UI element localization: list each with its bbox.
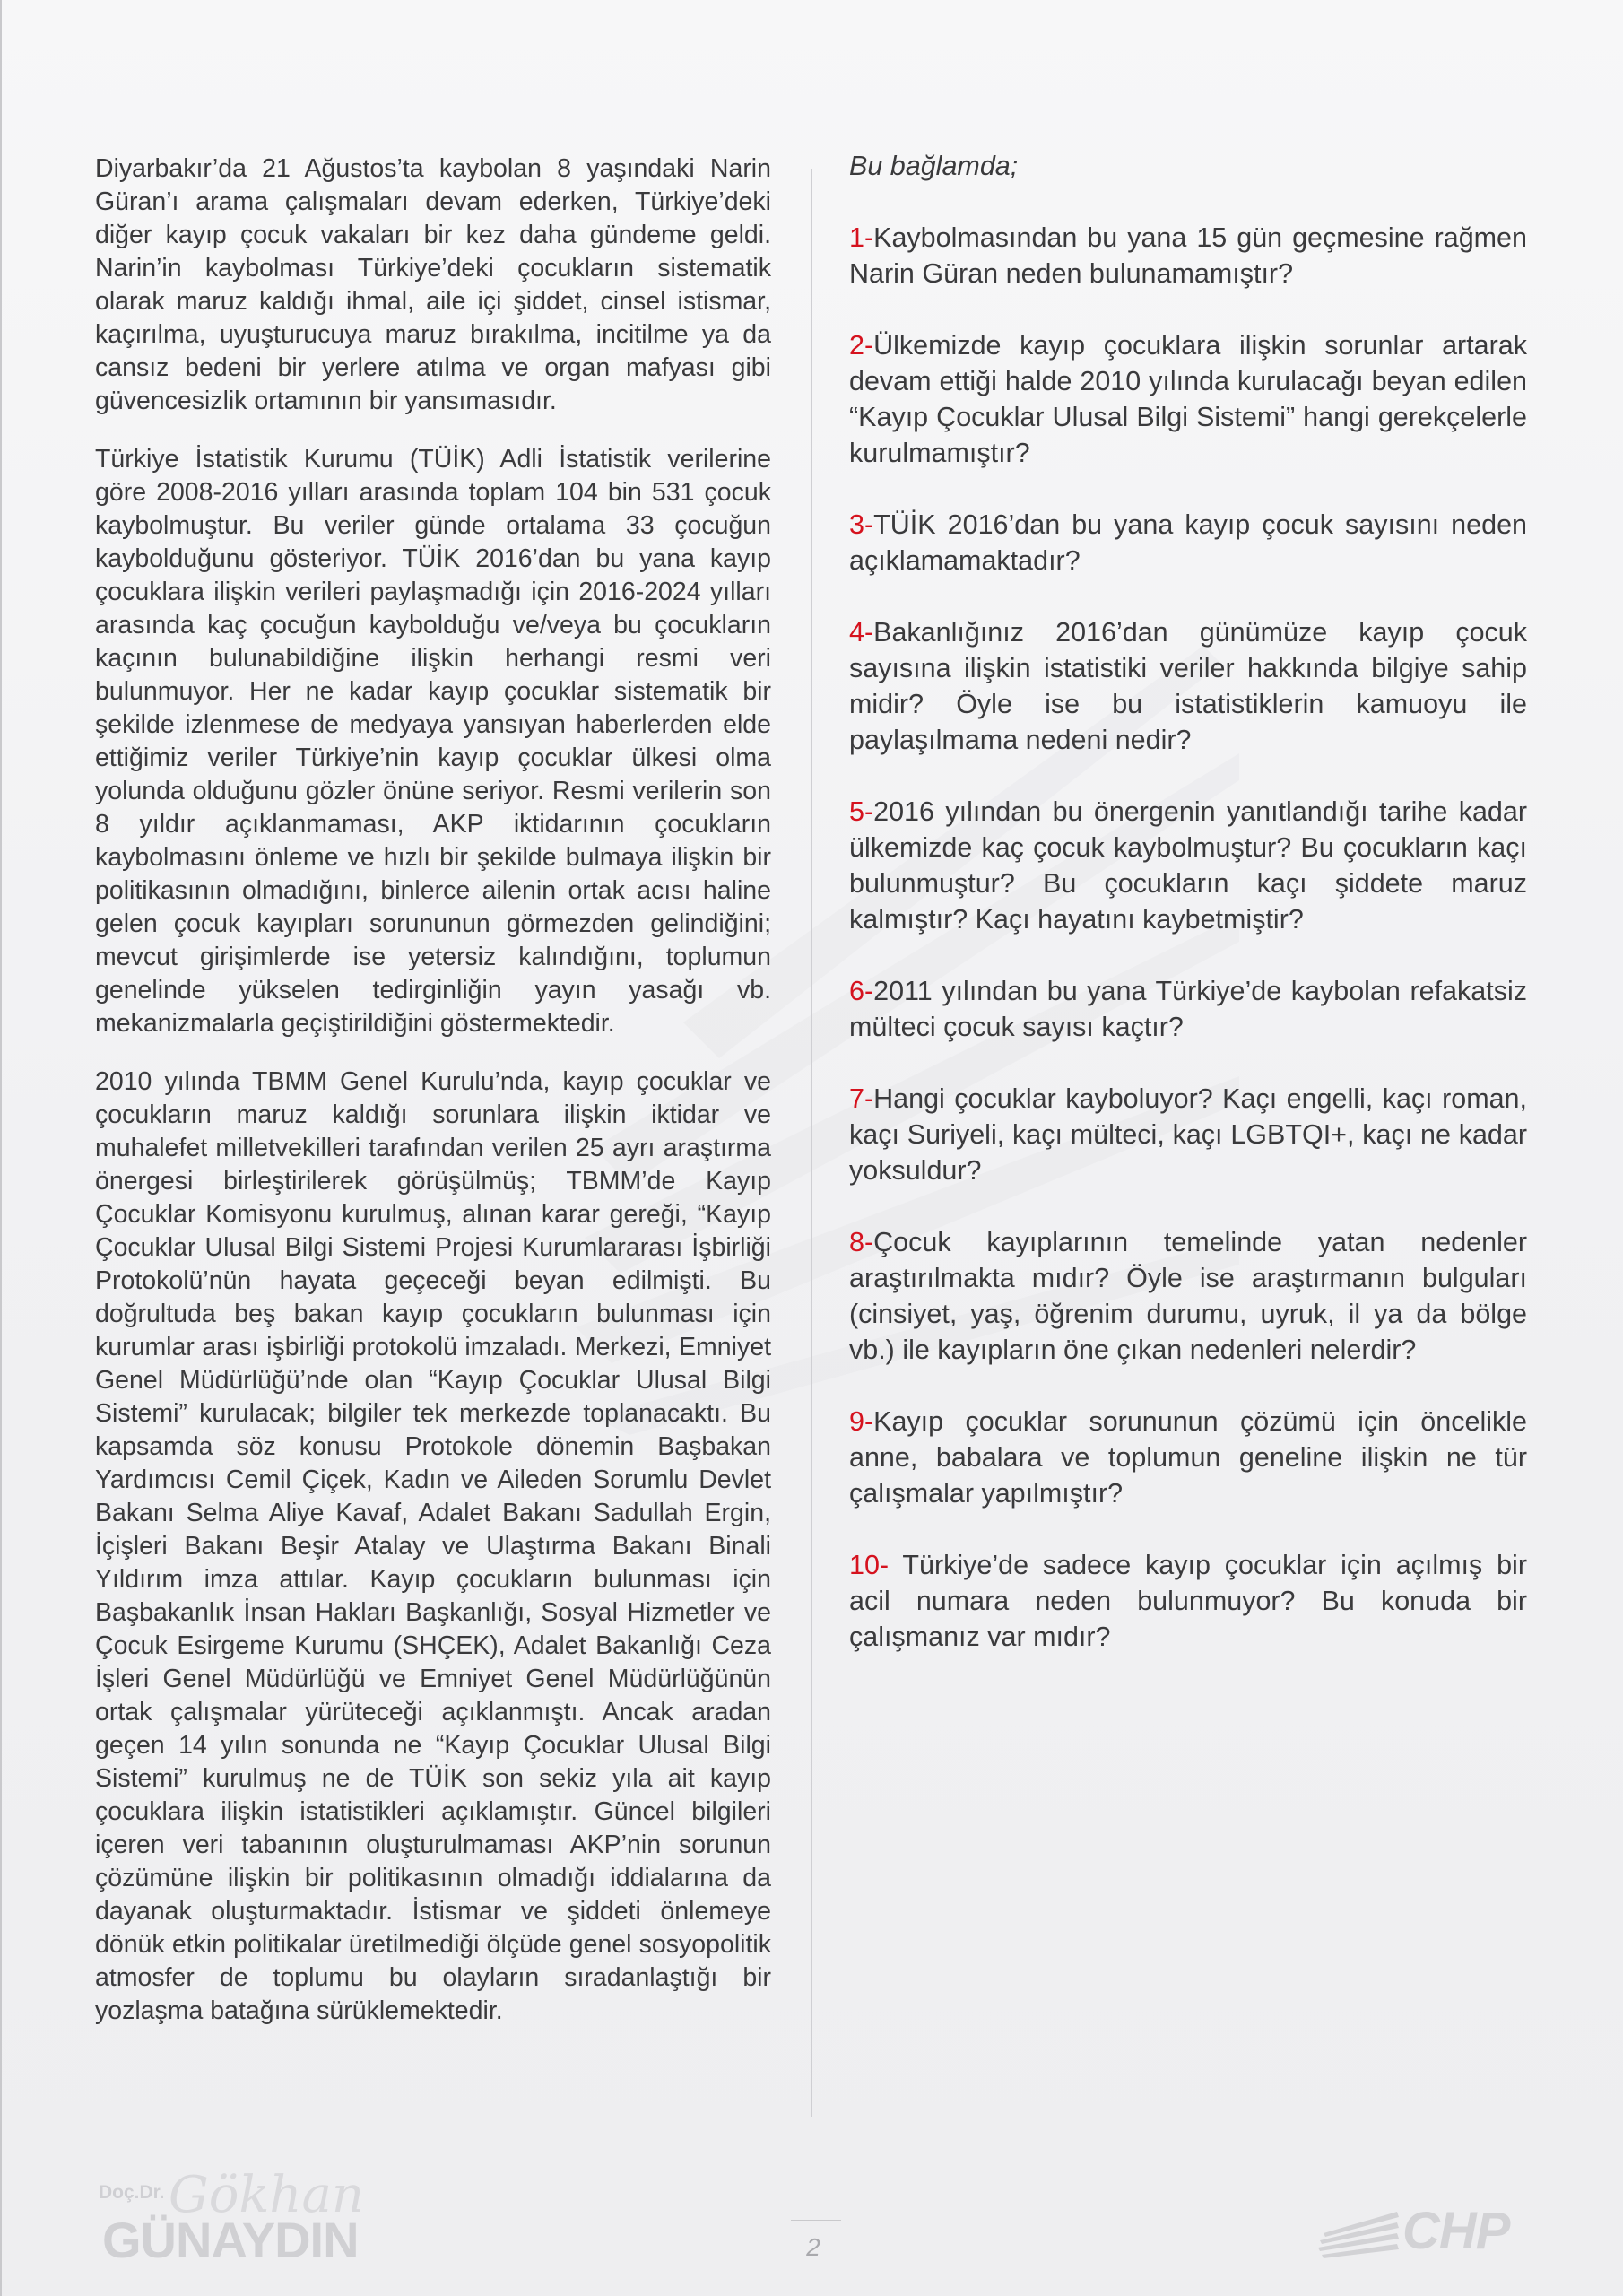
question-number: 6- [849, 976, 874, 1006]
question-item [849, 973, 1527, 1045]
question-text: Hangi çocuklar kayboluyor? Kaçı engelli, kaçı roman, kaçı Suriyeli, kaçı mülteci, kaçı LGBTQI+, kaçı ne kadar yoksuldur? [849, 1083, 1527, 1186]
question-text: 2011 yılından bu yana Türkiye’de kaybolan refakatsiz mülteci çocuk sayısı kaçtır? [849, 976, 1527, 1042]
question-text: Kaybolmasından bu yana 15 gün geçmesine rağmen Narin Güran neden bulunamamıştır? [849, 222, 1527, 289]
page-number-rule [791, 2220, 841, 2221]
question-item [849, 220, 1527, 291]
question-text: Çocuk kayıplarının temelinde yatan nedenler araştırılmakta mıdır? Öyle ise araştırmanın bulguları (cinsiyet, yaş, öğrenim durumu, uyruk, il ya da bölge vb.) ile kayıpların öne çıkan nedenleri nelerdir? [849, 1227, 1527, 1365]
question-item [849, 507, 1527, 578]
left-column [95, 152, 771, 2053]
question-text: TÜİK 2016’dan bu yana kayıp çocuk sayısını neden açıklamamaktadır? [849, 509, 1527, 576]
paragraph: 2010 yılında TBMM Genel Kurulu’nda, kayıp çocuklar ve çocukların maruz kaldığı sorunlara ilişkin iktidar ve muhalefet milletvekilleri tarafından verilen 25 ayrı araştırma önergesi birleştirilerek görüşülmüş; TBMM’de Kayıp Çocuklar Komisyonu kurulmuş, alınan karar gereği, “Kayıp Çocuklar Ulusal Bilgi Sistemi Projesi Kurumlararası İşbirliği Protokolü’nün hayata geçeceği beyan edilmişti. Bu doğrultuda beş bakan kayıp çocukların bulunması için kurumlar arası işbirliği protokolü imzaladı. Merkezi, Emniyet Genel Müdürlüğü’nde olan “Kayıp Çocuklar Ulusal Bilgi Sistemi” kurulacak; bilgiler tek merkezde toplanacaktı. Bu kapsamda söz konusu Protokole dönemin Başbakan Yardımcısı Cemil Çiçek, Kadın ve Aileden Sorumlu Devlet Bakanı Selma Aliye Kavaf, Adalet Bakanı Sadullah Ergin, İçişleri Bakanı Beşir Atalay ve Ulaştırma Bakanı Binali Yıldırım imza attılar. Kayıp çocukların bulunması için Başbakanlık İnsan Hakları Başkanlığı, Sosyal Hizmetler ve Çocuk Esirgeme Kurumu (SHÇEK), Adalet Bakanlığı Ceza İşleri Genel Müdürlüğü ve Emniyet Genel Müdürlüğünün ortak çalışmalar yürüteceği açıklanmıştı. Ancak aradan geçen 14 yılın sonunda ne “Kayıp Çocuklar Ulusal Bilgi Sistemi” kurulmuş ne de TÜİK son sekiz yıla ait kayıp çocuklara ilişkin istatistikleri açıklamıştır. Güncel bilgileri içeren veri tabanının oluşturulmaması AKP’nin sorunun çözümüne ilişkin bir politikasının olmadığı iddialarına da dayanak oluşturmaktadır. İstismar ve şiddeti önlemeye dönük etkin politikalar üretilmediği ölçüde genel sosyopolitik atmosfer de toplumu bu olayların sıradanlaştığı bir yozlaşma batağına sürüklemektedir. [95, 1067, 771, 2025]
question-number: 8- [849, 1227, 874, 1257]
question-number: 2- [849, 330, 874, 361]
chp-arrows-icon [1316, 2206, 1402, 2260]
right-column [849, 148, 1527, 1691]
question-item [849, 1224, 1527, 1368]
question-number: 10- [849, 1550, 890, 1580]
page-number: 2 [806, 2233, 820, 2261]
author-title: Doç.Dr. [99, 2182, 165, 2203]
question-item [849, 1547, 1527, 1655]
paragraph: Diyarbakır’da 21 Ağustos’ta kaybolan 8 yaşındaki Narin Güran’ı arama çalışmaları devam ederken, Türkiye’deki diğer kayıp çocuk vakaları bir kez daha gündeme geldi. Narin’in kaybolması Türkiye’deki çocukların sistematik olarak maruz kaldığı ihmal, aile içi şiddet, cinsel istismar, kaçırılma, uyuşturucuya maruz bırakılma, incitilme ya da cansız bedeni bir yerlere atılma ve organ mafyası gibi güvencesizlik ortamının bir yansımasıdır. [95, 154, 771, 415]
question-item [849, 1081, 1527, 1188]
question-number: 9- [849, 1406, 874, 1437]
question-text: Bakanlığınız 2016’dan günümüze kayıp çocuk sayısına ilişkin istatistiki veriler hakkında bilgiye sahip midir? Öyle ise bu istatistiklerin kamuoyu ile paylaşılmama nedeni nedir? [849, 617, 1527, 755]
question-item [849, 794, 1527, 937]
question-number: 3- [849, 509, 874, 540]
question-text: Türkiye’de sadece kayıp çocuklar için açılmış bir acil numara neden bulunmuyor? Bu konuda bir çalışmanız var mıdır? [849, 1550, 1527, 1652]
question-text: 2016 yılından bu önergenin yanıtlandığı tarihe kadar ülkemizde kaç çocuk kaybolmuştur? Bu çocukların kaçı bulunmuştur? Bu çocukların kaçı şiddete maruz kalmıştır? Kaçı hayatını kaybetmiştir? [849, 796, 1527, 935]
author-name: GÜNAYDIN [102, 2212, 359, 2268]
question-text: Ülkemizde kayıp çocuklara ilişkin sorunlar artarak devam ettiği halde 2010 yılında kurulacağı beyan edilen “Kayıp Çocuklar Ulusal Bilgi Sistemi” hangi gerekçelerle kurulmamıştır? [849, 330, 1527, 468]
question-text: Kayıp çocuklar sorununun çözümü için öncelikle anne, babalara ve toplumun geneline ilişkin ne tür çalışmalar yapılmıştır? [849, 1406, 1527, 1509]
questions-intro: Bu bağlamda; [849, 151, 1019, 181]
question-number: 7- [849, 1083, 874, 1114]
author-signature-logo [99, 2166, 364, 2268]
question-item [849, 614, 1527, 758]
chp-logo-text: CHP [1402, 2202, 1510, 2260]
question-item [849, 1404, 1527, 1511]
chp-logo [1316, 2201, 1523, 2264]
question-item [849, 327, 1527, 471]
paragraph: Türkiye İstatistik Kurumu (TÜİK) Adli İstatistik verilerine göre 2008-2016 yılları arasında toplam 104 bin 531 çocuk kaybolmuştur. Bu veriler günde ortalama 33 çocuğun kaybolduğunu gösteriyor. TÜİK 2016’dan bu yana kayıp çocuklara ilişkin verileri paylaşmadığı için 2016-2024 yılları arasında kaç çocuğun kaybolduğu ve/veya bu çocukların kaçının bulunabildiğine ilişkin herhangi resmi veri bulunmuyor. Her ne kadar kayıp çocuklar sistematik bir şekilde izlenmese de medyaya yansıyan haberlerden elde ettiğimiz veriler Türkiye’nin kayıp çocuklar ülkesi olma yolunda olduğunu gözler önüne seriyor. Resmi verilerin son 8 yıldır açıklanmaması, AKP iktidarının çocukların kaybolmasını önleme ve hızlı bir şekilde bulmaya ilişkin bir politikasının olmadığını, binlerce ailenin ortak acısı haline gelen çocuk kayıpları sorununun görmezden gelindiğini; mevcut girişimlerde ise yetersiz kalındığını, toplumun genelinde yükselen tedirginliğin yayın yasağı vb. mekanizmalarla geçiştirildiğini göstermektedir. [95, 445, 771, 1038]
question-number: 1- [849, 222, 874, 253]
author-signature-script: Gökhan [169, 2166, 364, 2224]
question-number: 4- [849, 617, 874, 648]
question-number: 5- [849, 796, 874, 827]
column-divider [811, 169, 812, 2117]
